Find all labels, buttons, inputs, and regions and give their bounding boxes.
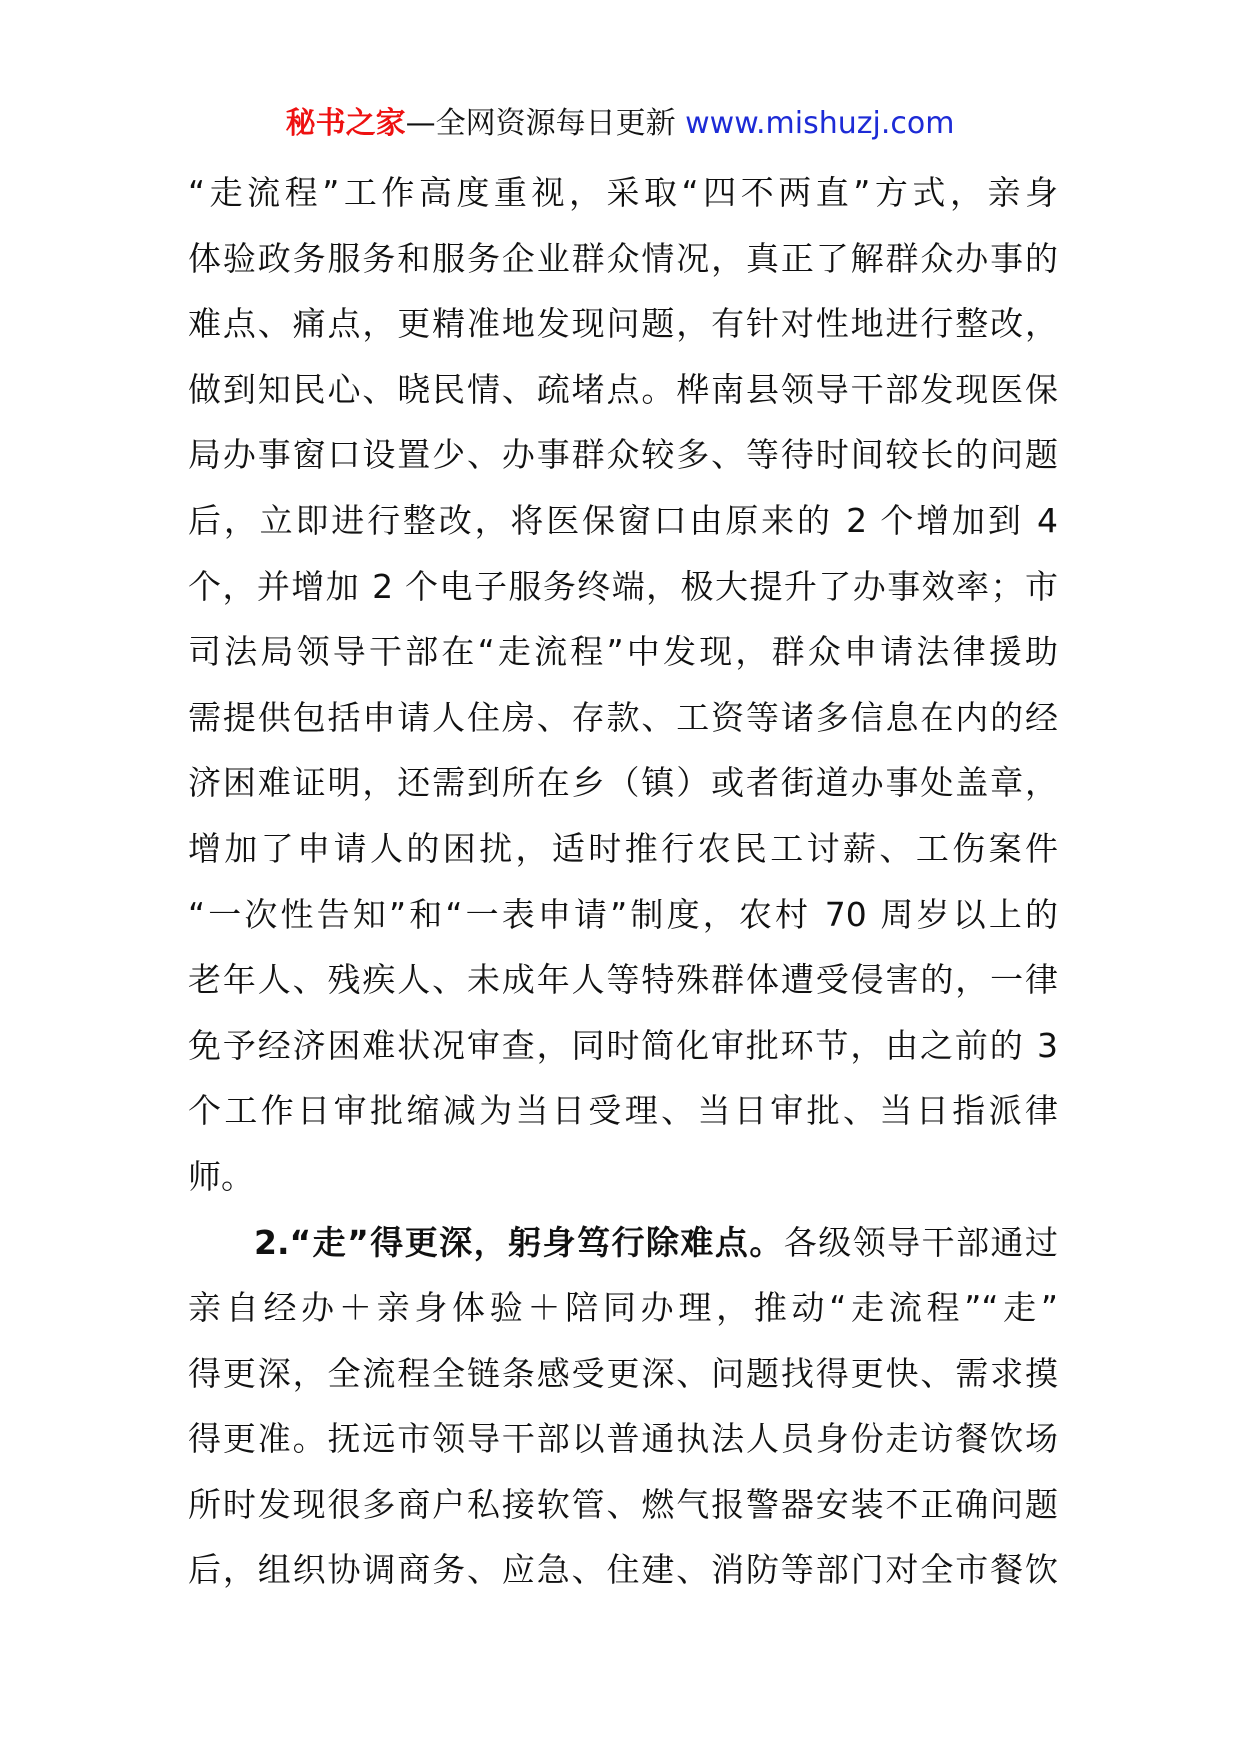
text-line: 难点、痛点，更精准地发现问题，有针对性地进行整改， bbox=[188, 304, 1058, 344]
text-line: 得更深，全流程全链条感受更深、问题找得更快、需求摸 bbox=[188, 1353, 1058, 1393]
paragraph-1 bbox=[188, 160, 1058, 1210]
text-line: 后，组织协调商务、应急、住建、消防等部门对全市餐饮 bbox=[188, 1550, 1058, 1590]
text-line: 所时发现很多商户私接软管、燃气报警器安装不正确问题 bbox=[188, 1484, 1058, 1524]
text-line: 后，立即进行整改，将医保窗口由原来的 2 个增加到 4 bbox=[188, 500, 1058, 540]
text-line: 老年人、残疾人、未成年人等特殊群体遭受侵害的，一律 bbox=[188, 960, 1058, 1000]
text-line: 得更准。抚远市领导干部以普通执法人员身份走访餐饮场 bbox=[188, 1419, 1058, 1459]
text-line: “走流程”工作高度重视，采取“四不两直”方式，亲身 bbox=[188, 173, 1058, 212]
site-url-link[interactable]: www.mishuzj.com bbox=[685, 106, 955, 141]
section-2-lead-text: 各级领导干部通过 bbox=[783, 1222, 1058, 1262]
text-line: 做到知民心、晓民情、疏堵点。桦南县领导干部发现医保 bbox=[188, 369, 1058, 409]
text-line: 增加了申请人的困扰，适时推行农民工讨薪、工伤案件 bbox=[188, 828, 1058, 868]
section-2-heading: 2.“走”得更深，躬身笃行除难点。 bbox=[254, 1222, 784, 1262]
text-line: 需提供包括申请人住房、存款、工资等诸多信息在内的经 bbox=[188, 697, 1058, 737]
text-line: 个，并增加 2 个电子服务终端，极大提升了办事效率；市 bbox=[188, 566, 1058, 606]
site-brand: 秘书之家 bbox=[285, 106, 406, 141]
text-line: 师。 bbox=[188, 1156, 254, 1196]
section-2 bbox=[188, 1210, 1058, 1604]
site-header bbox=[0, 102, 1240, 146]
text-line: 司法局领导干部在“走流程”中发现，群众申请法律援助 bbox=[188, 632, 1058, 672]
section-2-first-line bbox=[188, 1210, 1058, 1276]
site-tagline: —全网资源每日更新 bbox=[405, 106, 686, 141]
document-body bbox=[188, 160, 1058, 1603]
text-line: “一次性告知”和“一表申请”制度，农村 70 周岁以上的 bbox=[188, 894, 1058, 934]
text-line: 免予经济困难状况审查，同时简化审批环节，由之前的 3 bbox=[188, 1025, 1058, 1065]
text-line: 体验政务服务和服务企业群众情况，真正了解群众办事的 bbox=[188, 238, 1058, 278]
text-line: 个工作日审批缩减为当日受理、当日审批、当日指派律 bbox=[188, 1091, 1058, 1131]
text-line: 亲自经办＋亲身体验＋陪同办理，推动“走流程”“走” bbox=[188, 1288, 1058, 1328]
text-line: 局办事窗口设置少、办事群众较多、等待时间较长的问题 bbox=[188, 435, 1058, 475]
text-line: 济困难证明，还需到所在乡（镇）或者街道办事处盖章， bbox=[188, 763, 1058, 803]
